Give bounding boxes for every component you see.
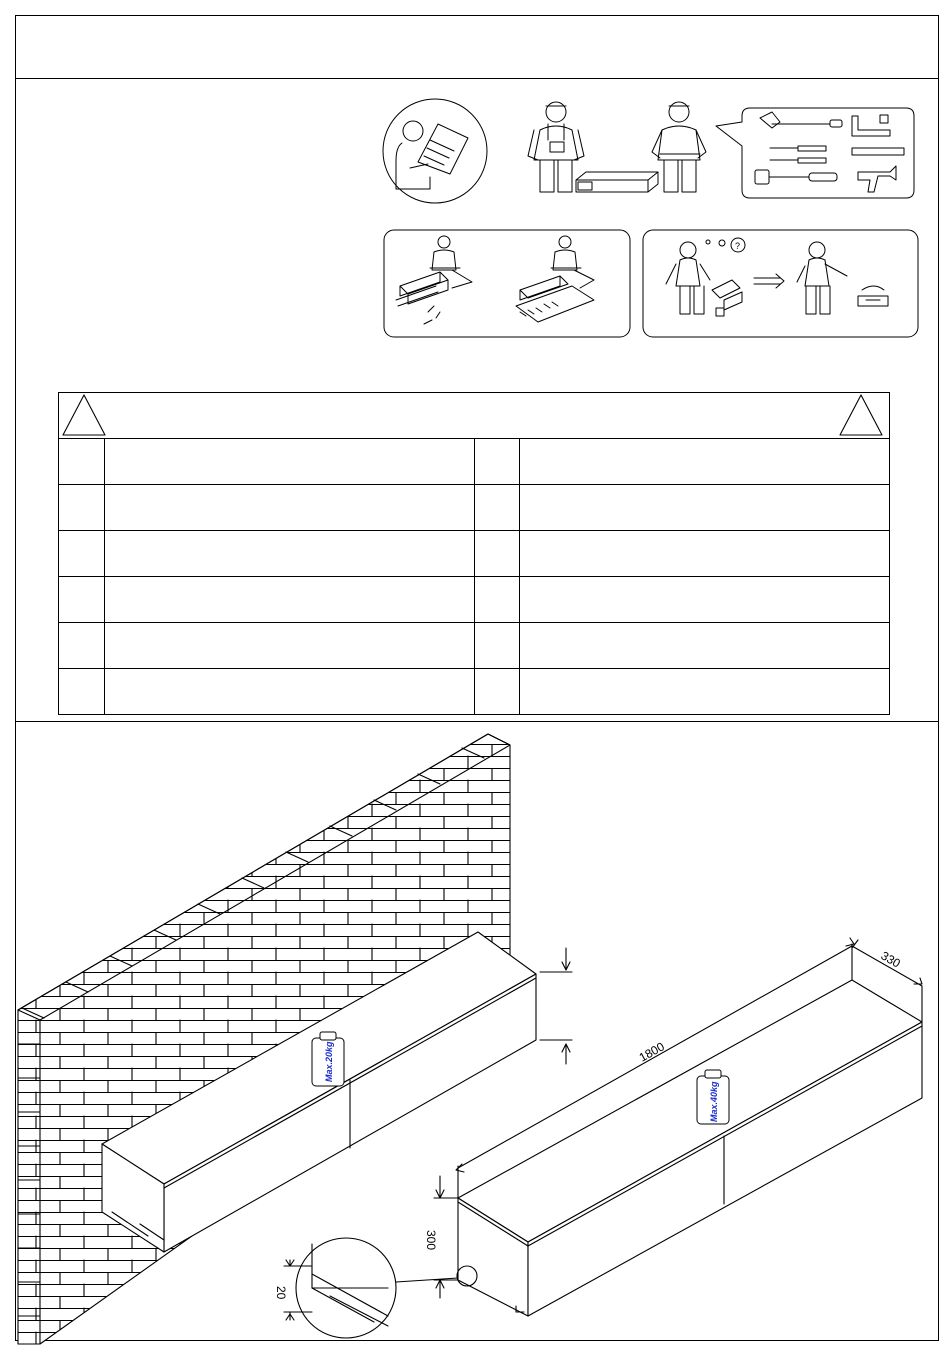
two-person-assembly-icon xyxy=(528,102,706,192)
wall-load-label: Max.20kg xyxy=(324,1041,334,1082)
detail-callout xyxy=(284,1238,477,1338)
dim-gap: 20 xyxy=(274,1286,288,1300)
floor-load-label: Max.40kg xyxy=(709,1081,719,1122)
warning-triangle-icon xyxy=(63,395,105,435)
weight-icon xyxy=(697,1070,729,1124)
dim-length: 1800 xyxy=(636,1039,667,1065)
assemble-on-soft-surface-icon xyxy=(384,230,630,337)
warning-triangle-icon xyxy=(840,395,882,435)
tools-required-icon xyxy=(716,108,914,198)
read-instructions-icon xyxy=(383,99,487,203)
call-for-help-icon xyxy=(643,230,918,337)
dim-depth: 330 xyxy=(878,948,903,971)
svg-text:?: ? xyxy=(735,241,741,251)
weight-icon xyxy=(312,1032,344,1086)
dim-height: 300 xyxy=(424,1230,438,1251)
